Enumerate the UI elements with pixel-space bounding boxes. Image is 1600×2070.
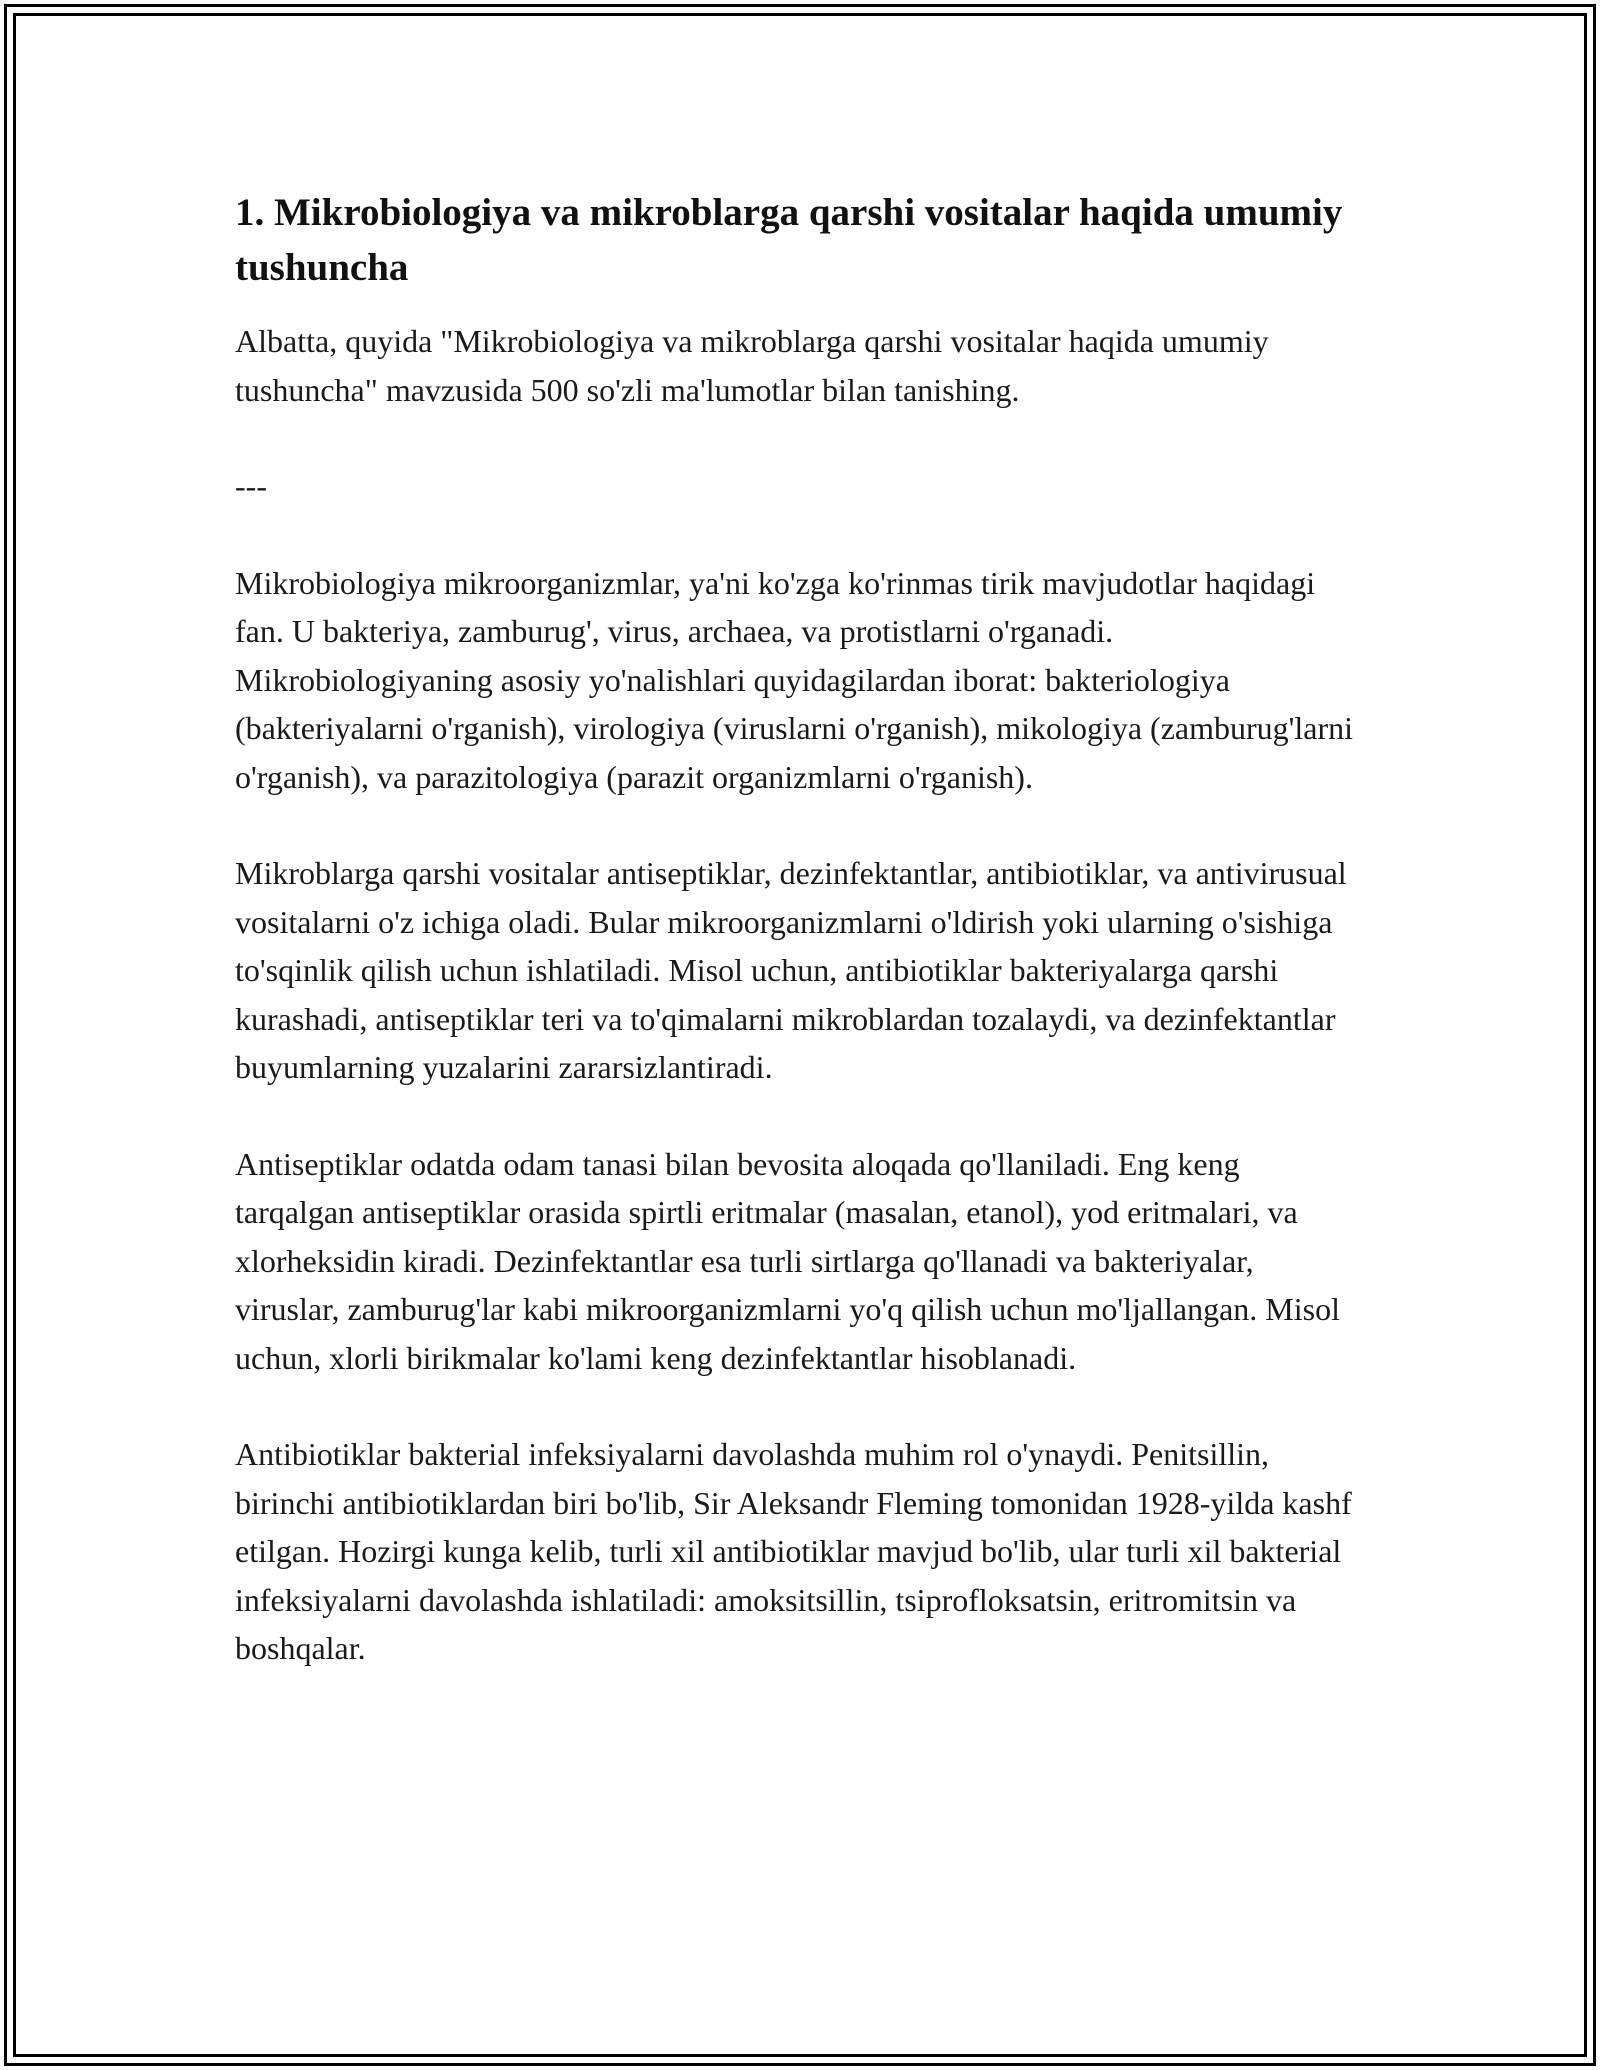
document-title: 1. Mikrobiologiya va mikroblarga qarshi vositalar haqida umumiy tushuncha xyxy=(235,191,1343,289)
paragraph-microbiology: Mikrobiologiya mikroorganizmlar, ya'ni ko'zga ko'rinmas tirik mavjudotlar haqidagi fan. U bakteriya, zamburug', virus, archaea, va protistlarni o'rganadi. Mikrobiologiyaning asosiy yo'nalishlari quyidagilardan iborat: bakteriologiya (bakteriyalarni o'rganish), virologiya (viruslarni o'rganish), mikologiya (zamburug'larni o'rganish), va parazitologiya (parazit organizmlarni o'rganish). xyxy=(235,564,1354,795)
document-body xyxy=(235,185,1365,1673)
paragraph-antimicrobials: Mikroblarga qarshi vositalar antiseptiklar, dezinfektantlar, antibiotiklar, va antivirusual vositalarni o'z ichiga oladi. Bular mikroorganizmlarni o'ldirish yoki ularning o'sishiga to'sqinlik qilish uchun ishlatiladi. Misol uchun, antibiotiklar bakteriyalarga qarshi kurashadi, antiseptiklar teri va to'qimalarni mikroblardan tozalaydi, va dezinfektantlar buyumlarning yuzalarini zararsizlantiradi. xyxy=(235,855,1347,1085)
section-divider: --- xyxy=(235,468,267,504)
paragraph-antiseptics: Antiseptiklar odatda odam tanasi bilan bevosita aloqada qo'llaniladi. Eng keng tarqalgan antiseptiklar orasida spirtli eritmalar (masalan, etanol), yod eritmalari, va xlorheksidin kiradi. Dezinfektantlar esa turli sirtlarga qo'llanadi va bakteriyalar, viruslar, zamburug'lar kabi mikroorganizmlarni yo'q qilish uchun mo'ljallangan. Misol uchun, xlorli birikmalar ko'lami keng dezinfektantlar hisoblanadi. xyxy=(235,1145,1340,1376)
intro-paragraph: Albatta, quyida "Mikrobiologiya va mikroblarga qarshi vositalar haqida umumiy tushuncha" mavzusida 500 so'zli ma'lumotlar bilan tanishing. xyxy=(235,323,1269,408)
paragraph-antibiotics: Antibiotiklar bakterial infeksiyalarni davolashda muhim rol o'ynaydi. Penitsillin, birinchi antibiotiklardan biri bo'lib, Sir Aleksandr Fleming tomonidan 1928-yilda kashf etilgan. Hozirgi kunga kelib, turli xil antibiotiklar mavjud bo'lib, ular turli xil bakterial infeksiyalarni davolashda ishlatiladi: amoksitsillin, tsiprofloksatsin, eritromitsin va boshqalar. xyxy=(235,1436,1352,1666)
